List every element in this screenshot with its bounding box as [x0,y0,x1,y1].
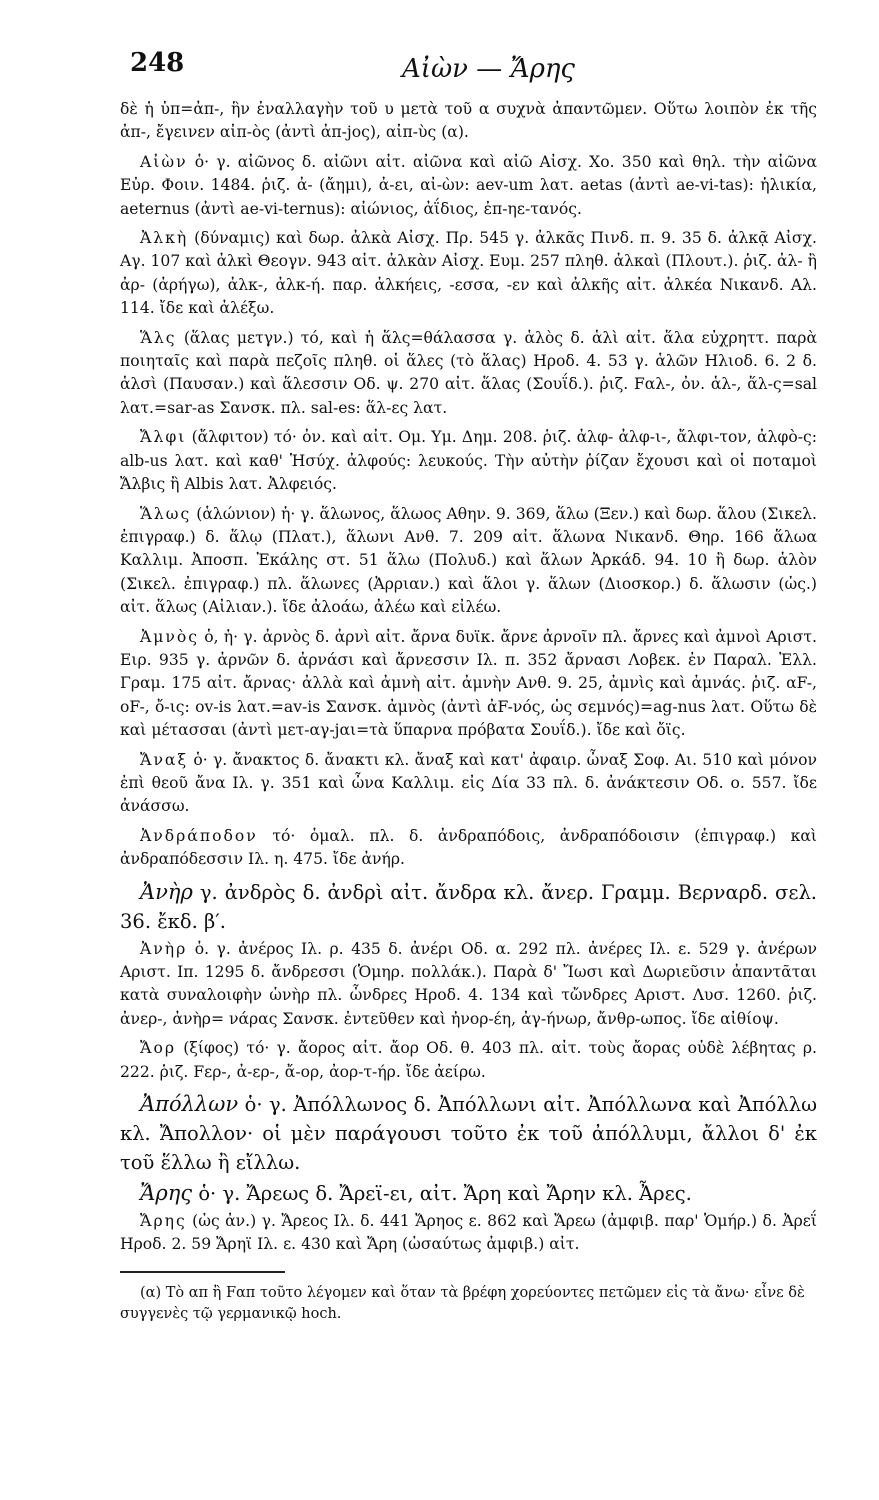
entry-lemma: Ἄναξ [140,750,189,769]
running-head [120,48,817,98]
entry-text: (ξίφος) τό· γ. ἄορος αἰτ. ἄορ Οδ. θ. 403 πλ. αἰτ. τοὺς ἄορας οὐδὲ λέβητας ρ. 222. ῥιζ. Fερ-, ἀ-ερ-, ἄ-ορ, ἀορ-τ-ήρ. ἴδε ἀείρω. [120,1039,817,1081]
dictionary-entry-alke [120,227,817,321]
entry-lemma: Αἰὼν [140,152,188,171]
dictionary-entry-amnos [120,626,817,743]
dictionary-entry-continuation [120,98,817,145]
footnote-divider [120,1271,285,1273]
entry-lemma: Ἄλφι [140,428,187,447]
dictionary-entry-halos [120,503,817,620]
dictionary-entry-ares [120,1210,817,1257]
running-title: Αἰὼν — Ἄρης [401,54,575,84]
entry-text: (ἅλας μετγν.) τό, καὶ ἡ ἅλς=θάλασσα γ. ἁλὸς δ. ἁλὶ αἰτ. ἅλα εὐχρηττ. παρὰ ποιηταῖς καὶ παρὰ πεζοῖς πληθ. οἱ ἅλες (τὸ ἅλας) Ηροδ. 4. 53 γ. ἁλῶν Ηλιοδ. 6. 2 δ. ἁλσὶ (Παυσαν.) καὶ ἅλεσσιν Οδ. ψ. 270 αἰτ. ἅλας (Σουΐδ.). ῥιζ. Fαλ-, ὀν. ἁλ-, ἅλ-ς=sal λατ.=sar-as Σανσκ. πλ. sal-es: ἅλ-ες λατ. [120,328,817,417]
dictionary-body [120,98,817,1257]
entry-text: (δύναμις) καὶ δωρ. ἀλκὰ Αἰσχ. Πρ. 545 γ. ἀλκᾶς Πινδ. π. 9. 35 δ. ἀλκᾷ Αἰσχ. Αγ. 107 καὶ ἀλκὶ Θεογν. 943 αἰτ. ἀλκὰν Αἰσχ. Ευμ. 257 πληθ. ἀλκαὶ (Πλουτ.). ῥιζ. ἀλ- ἢ ἀρ- (ἀρήγω), ἀλκ-, ἀλκ-ή. παρ. ἀλκήεις, -εσσα, -εν καὶ ἀλκῆς αἰτ. ἀλκέα Νικανδ. Αλ. 114. ἴδε καὶ ἀλέξω. [120,229,817,318]
dictionary-entry-aor [120,1037,817,1084]
dictionary-entry-hals [120,327,817,421]
entry-lemma: Ἄρης [140,1212,187,1231]
entry-text: (ἄλφιτον) τό· ὀν. καὶ αἰτ. Ομ. Υμ. Δημ. 208. ῥιζ. ἀλφ- ἀλφ-ι-, ἄλφι-τον, ἀλφὸ-ς: alb-us λατ. καὶ καθ' Ἡσύχ. ἀλφούς: λευκούς. Τὴν αὐτὴν ῥίζαν ἔχουσι καὶ οἱ ποταμοὶ Ἄλβις ἢ Albis λατ. Ἀλφειός. [120,428,817,494]
entry-text: ὁ· γ. Ἄρεως δ. Ἄρεϊ-ει, αἰτ. Ἄρη καὶ Ἄρην κλ. Ἆρες. [198,1182,692,1206]
entry-text: ὁ, ἡ· γ. ἀρνὸς δ. ἀρνὶ αἰτ. ἄρνα δυϊκ. ἄρνε ἀρνοῖν πλ. ἄρνες καὶ ἀμνοὶ Αριστ. Ειρ. 935 γ. ἀρνῶν δ. ἀρνάσι καὶ ἄρνεσσιν Ιλ. π. 352 ἄρνασι Λοβεκ. ἐν Παραλ. Ἑλλ. Γραμ. 175 αἰτ. ἄρνας· ἀλλὰ καὶ ἀμνὴ αἰτ. ἀμνὴν Ανθ. 9. 25, ἀμνὶς καὶ ἀμνάς. ῥιζ. αF-, οF-, ὄ-ις: ov-is λατ.=av-is Σανσκ. ἀμνὸς (ἀντὶ ἀF-νός, ὡς σεμνός)=ag-nus λατ. Οὕτω δὲ καὶ μέτασσαι (ἀντὶ μετ-αγ-jαι=τὰ ὕπαρνα πρόβατα Σουΐδ.). ἴδε καὶ ὄϊς. [120,627,817,740]
entry-text: ὁ. γ. ἀνέρος Ιλ. ρ. 435 δ. ἀνέρι Οδ. α. 292 πλ. ἀνέρες Ιλ. ε. 529 γ. ἀνέρων Αριστ. Ιπ. 1295 δ. ἄνδρεσσι (Ὁμηρ. πολλάκ.). Παρὰ δ' Ἴωσι καὶ Δωριεῦσιν ἀπαντᾶται κατὰ συναλοιφὴν ὡνὴρ πλ. ὧνδρες Ηροδ. 4. 134 καὶ τὤνδρες Αριστ. Λυσ. 1260. ῥιζ. ἀνερ-, ἀνὴρ= νάρας Σανσκ. ἐντεῦθεν καὶ ἠνορ-έη, ἀγ-ήνωρ, ἄνθρ-ωπος. ἴδε αἰθίοψ. [120,939,817,1028]
dictionary-entry-aner-heading [120,878,817,936]
entry-lemma: Ἀνδράποδον [140,826,258,845]
entry-text: δὲ ἡ ὑπ=ἀπ-, ἣν ἐναλλαγὴν τοῦ υ μετὰ τοῦ α συχνὰ ἀπαντῶμεν. Οὕτω λοιπὸν ἐκ τῆς ἀπ-, ἔγεινεν αἰπ-ὸς (ἀντὶ ἀπ-jος), αἰπ-ὺς (α). [120,100,817,142]
entry-lemma: Ἀπόλλων [140,1092,239,1117]
entry-text: ὁ· γ. Ἀπόλλωνος δ. Ἀπόλλωνι αἰτ. Ἀπόλλωνα καὶ Ἀπόλλω κλ. Ἄπολλον· οἱ μὲν παράγουσι τοῦτο ἐκ τοῦ ἀπόλλυμι, ἄλλοι δ' ἐκ τοῦ ἕλλω ἢ εἴλλω. [120,1093,818,1175]
entry-text: ὁ· γ. αἰῶνος δ. αἰῶνι αἰτ. αἰῶνα καὶ αἰῶ Αἰσχ. Χο. 350 καὶ θηλ. τὴν αἰῶνα Εὐρ. Φοιν. 1484. ῥιζ. ἀ- (ἄημι), ἀ-ει, αἰ-ὼν: aev-um λατ. aetas (ἀντὶ ae-vi-tas): ἡλικία, aeternus (ἀντὶ ae-vi-ternus): αἰώνιος, ἀΐδιος, ἐπ-ηε-τανός. [120,152,818,218]
entry-lemma: Ἄορ [140,1039,176,1058]
dictionary-entry-aner [120,938,817,1032]
entry-lemma: Ἀνὴρ [140,879,193,904]
dictionary-entry-andrapodon [120,825,817,872]
page-number: 248 [130,48,185,78]
dictionary-entry-aion [120,151,817,221]
entry-lemma: Ἀλκὴ [140,229,189,248]
entry-text: τό· ὁμαλ. πλ. δ. ἀνδραπόδοις, ἀνδραπόδοισιν (ἐπιγραφ.) καὶ ἀνδραπόδεσσιν Ιλ. η. 475. ἴδε ἀνήρ. [120,826,817,869]
entry-lemma: Ἀμνὸς [140,627,199,646]
entry-lemma: Ἄρης [140,1181,193,1206]
entry-text: (ὡς ἀν.) γ. Ἄρεος Ιλ. δ. 441 Ἄρηος ε. 862 καὶ Ἄρεω (ἀμφιβ. παρ' Ὁμήρ.) δ. Ἀρεΐ Ηροδ. 2. 59 Ἄρηϊ Ιλ. ε. 430 καὶ Ἄρη (ὡσαύτως ἀμφιβ.) αἰτ. [120,1212,817,1254]
dictionary-entry-apollon-heading [120,1090,817,1177]
entry-lemma: Ἀνὴρ [140,939,188,958]
entry-text: γ. ἀνδρὸς δ. ἀνδρὶ αἰτ. ἄνδρα κλ. ἄνερ. Γραμμ. Βερναρδ. σελ. 36. ἔκδ. β′. [120,880,818,933]
dictionary-entry-alphi [120,426,817,496]
dictionary-entry-anax [120,749,817,819]
footnote: (α) Τὸ απ ἢ Fαπ τοῦτο λέγομεν καὶ ὅταν τὰ βρέφη χορεύοντες πετῶμεν εἰς τὰ ἄνω· εἶνε δὲ συγγενὲς τῷ γερμανικῷ hoch. [120,1284,805,1322]
entry-lemma: Ἅλως [140,504,192,523]
entry-text: ὁ· γ. ἄνακτος δ. ἄνακτι κλ. ἄναξ καὶ κατ' ἀφαιρ. ὦναξ Σοφ. Αι. 510 καὶ μόνον ἐπὶ θεοῦ ἄνα Ιλ. γ. 351 καὶ ὦνα Καλλιμ. εἰς Δία 33 πλ. δ. ἀνάκτεσιν Οδ. ο. 557. ἴδε ἀνάσσω. [120,750,817,816]
entry-text: (ἁλώνιον) ἡ· γ. ἅλωνος, ἅλωος Αθην. 9. 369, ἅλω (Ξεν.) καὶ δωρ. ἅλου (Σικελ. ἐπιγραφ.) δ. ἅλῳ (Πλατ.), ἅλωνι Ανθ. 7. 209 αἰτ. ἅλωνα Νικανδ. Θηρ. 166 ἅλωα Καλλιμ. Ἀποσπ. Ἐκάλης στ. 51 ἅλω (Πολυδ.) καὶ ἅλων Ἀρκάδ. 94. 10 ἢ δωρ. ἁλὸν (Σικελ. ἐπιγραφ.) πλ. ἅλωνες (Ἀρριαν.) καὶ ἅλοι γ. ἅλων (Διοσκορ.) δ. ἅλωσιν (ὡς.) αἰτ. ἅλως (Αἰλιαν.). ἴδε ἀλοάω, ἀλέω καὶ εἰλέω. [120,504,817,617]
dictionary-entry-ares-heading [120,1179,817,1208]
entry-lemma: Ἅλς [140,328,177,347]
